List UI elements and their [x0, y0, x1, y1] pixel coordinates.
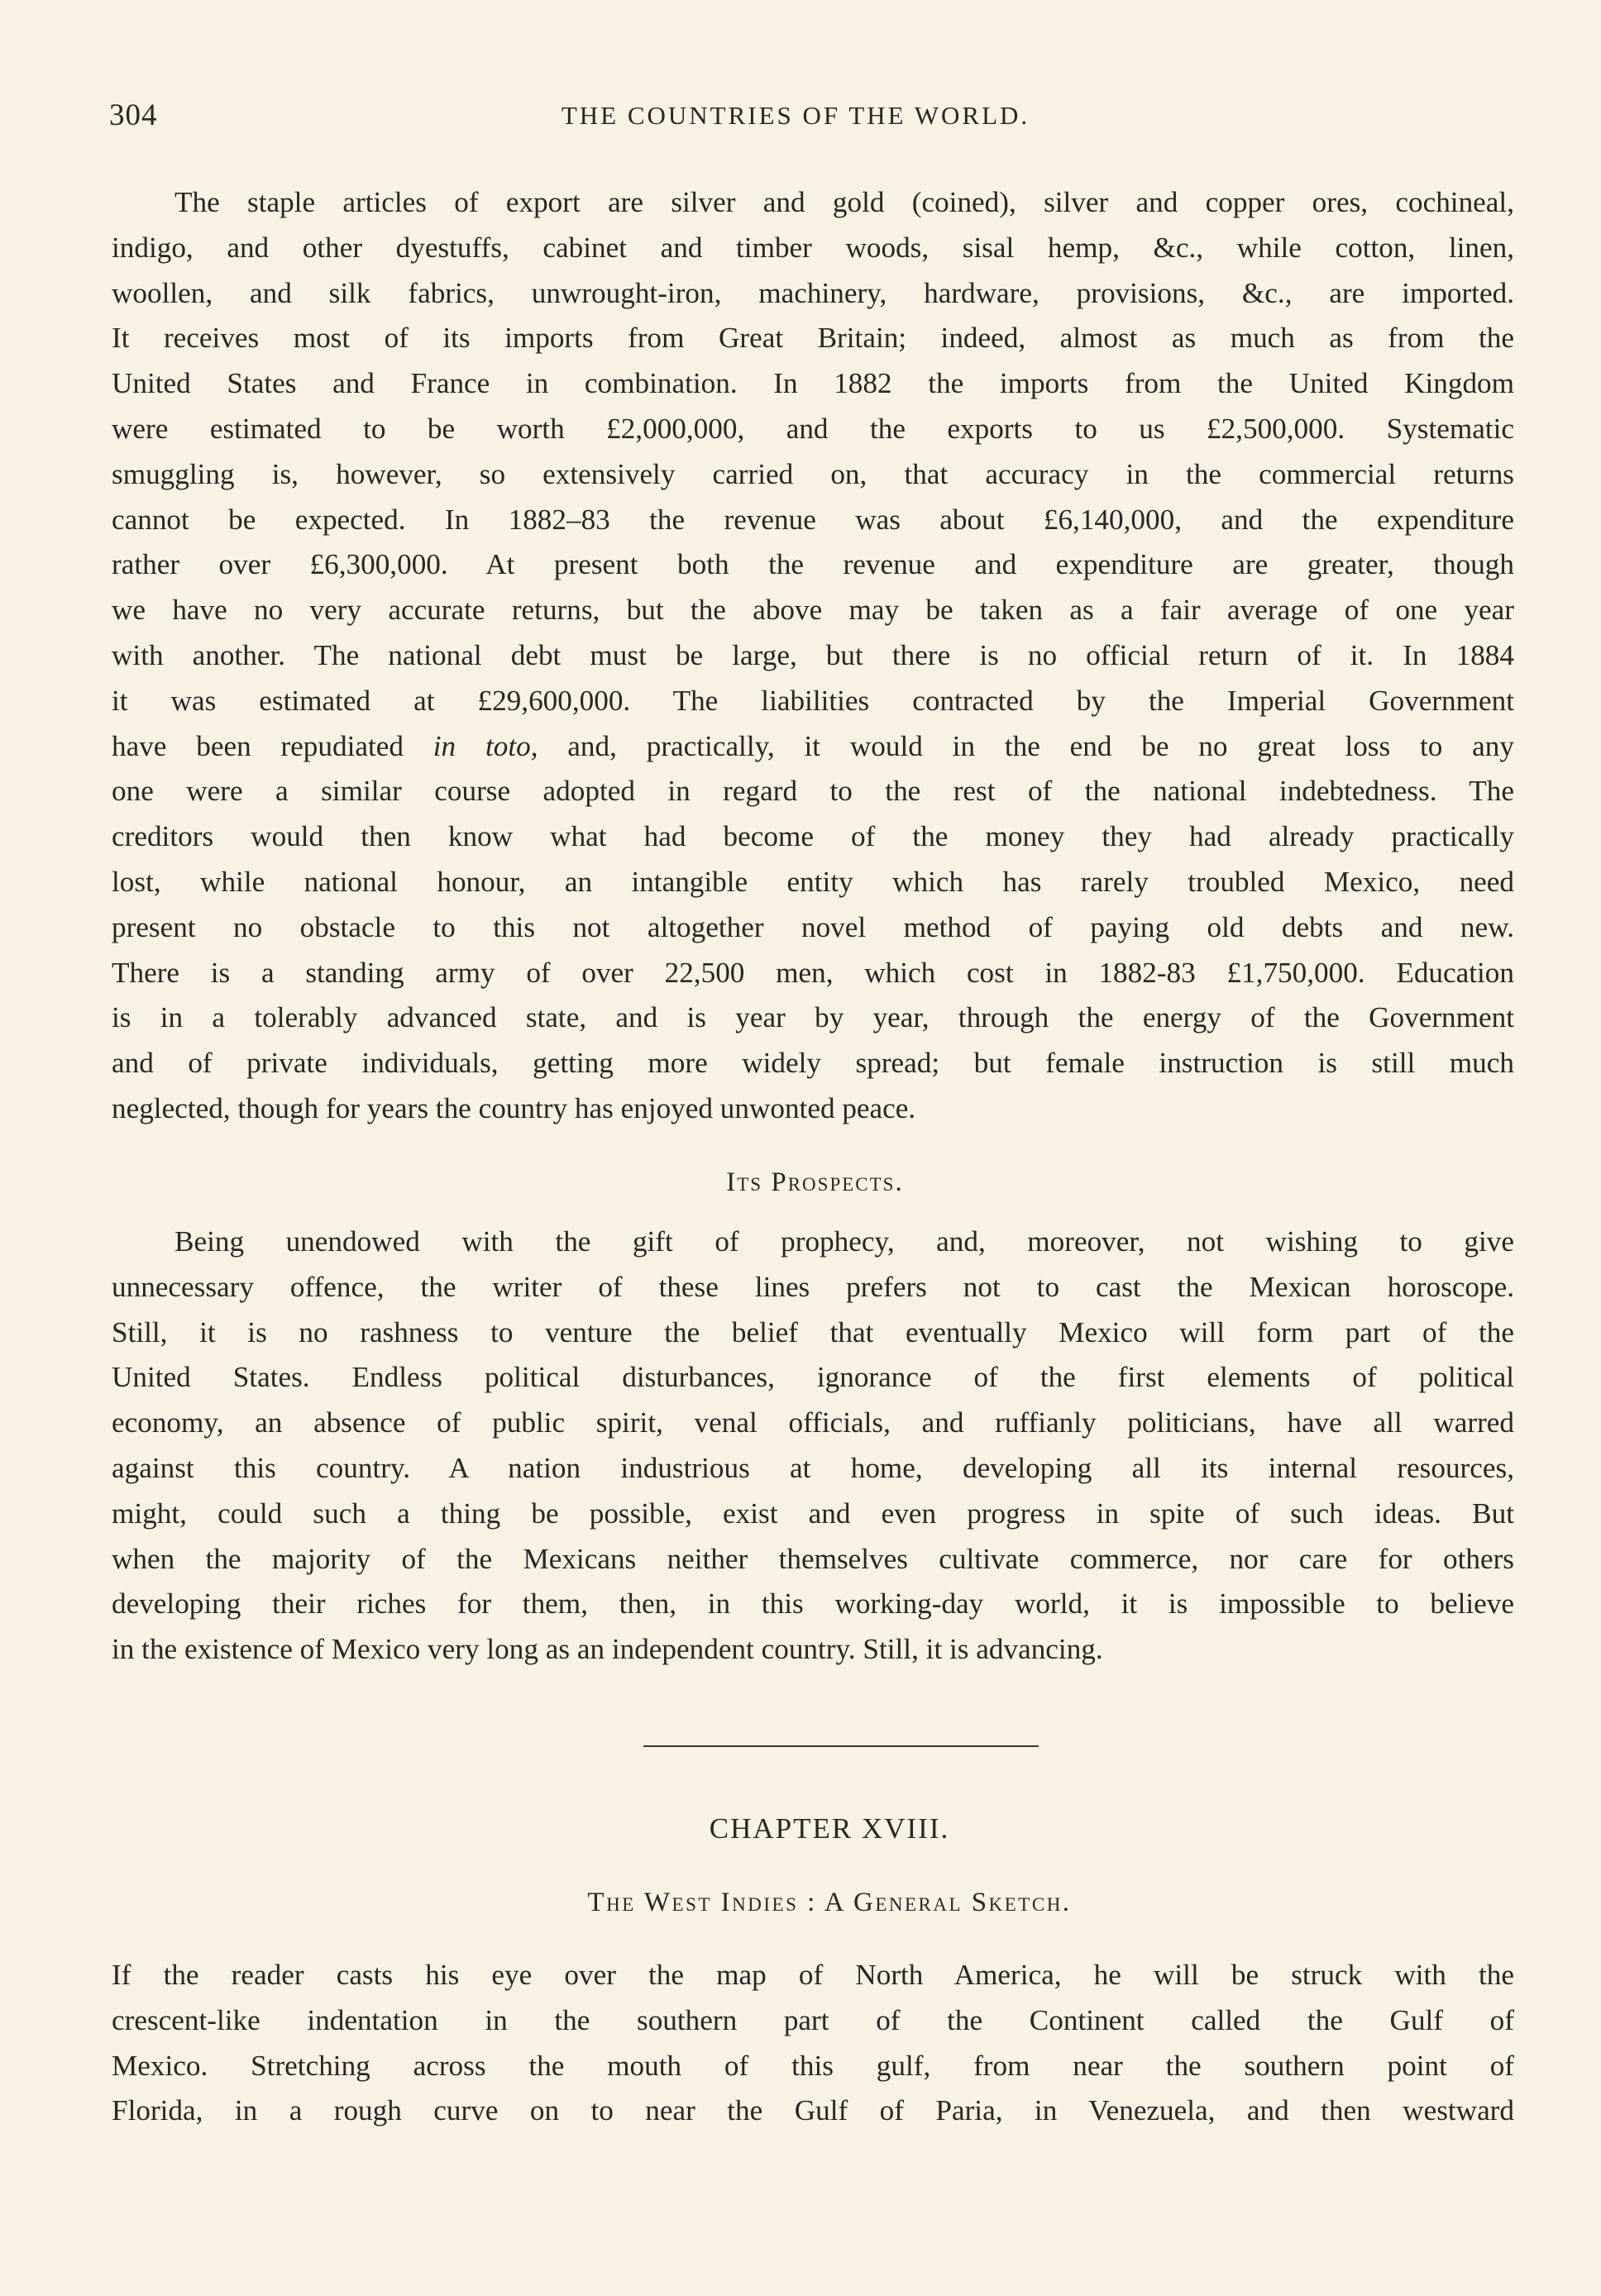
text-line: If the reader casts his eye over the map of North America, he will be struck with the — [112, 1959, 1514, 1991]
text-line: developing their riches for them, then, in this working-day world, it is impossible to believe — [112, 1587, 1514, 1621]
text-line: smuggling is, however, so extensively carried on, that accuracy in the commercial returns — [112, 457, 1514, 490]
text-line: in the existence of Mexico very long as an independent country. Still, it is advancing. — [112, 1633, 1103, 1666]
page-number: 304 — [109, 98, 158, 132]
text-line: It receives most of its imports from Great Britain; indeed, almost as much as from the — [112, 322, 1514, 355]
trade-finance-paragraph — [112, 180, 1514, 1132]
text-line: cannot be expected. In 1882–83 the revenue was about £6,140,000, and the expenditure — [112, 503, 1514, 536]
prospects-heading: Its Prospects. — [726, 1167, 904, 1197]
text-line: United States. Endless political disturbances, ignorance of the first elements of political — [112, 1361, 1514, 1394]
text-line: creditors would then know what had become of the money they had already practically — [112, 820, 1514, 853]
text-line: The staple articles of export are silver and gold (coined), silver and copper ores, cochineal, — [174, 186, 1514, 218]
text-line: crescent-like indentation in the southern part of the Continent called the Gulf of — [112, 2003, 1514, 2036]
text-line: and of private individuals, getting more widely spread; but female instruction is still much — [112, 1047, 1514, 1080]
section-divider — [643, 1745, 1039, 1747]
text-line-with-italic — [112, 724, 1514, 770]
text-line: Mexico. Stretching across the mouth of this gulf, from near the southern point of — [112, 2049, 1514, 2082]
text-line: economy, an absence of public spirit, venal officials, and ruffianly politicians, have all warred — [112, 1406, 1514, 1439]
text-fragment: have been repudiated — [112, 729, 433, 762]
text-line: when the majority of the Mexicans neither themselves cultivate commerce, nor care for others — [112, 1542, 1514, 1575]
text-line: United States and France in combination. In 1882 the imports from the United Kingdom — [112, 367, 1514, 400]
text-line: is in a tolerably advanced state, and is year by year, through the energy of the Government — [112, 1001, 1514, 1034]
text-line: Being unendowed with the gift of prophecy, and, moreover, not wishing to give — [174, 1225, 1514, 1258]
text-line: might, could such a thing be possible, exist and even progress in spite of such ideas. But — [112, 1496, 1514, 1530]
text-line: present no obstacle to this not altogether novel method of paying old debts and new. — [112, 910, 1514, 943]
text-line: were estimated to be worth £2,000,000, and the exports to us £2,500,000. Systematic — [112, 412, 1514, 445]
chapter-opening-paragraph — [112, 1953, 1514, 2134]
text-line: unnecessary offence, the writer of these lines prefers not to cast the Mexican horoscope. — [112, 1270, 1514, 1303]
text-line: lost, while national honour, an intangible entity which has rarely troubled Mexico, need — [112, 865, 1514, 898]
text-line: neglected, though for years the country has enjoyed unwonted peace. — [112, 1091, 916, 1124]
text-line: one were a similar course adopted in regard to the rest of the national indebtedness. The — [112, 775, 1514, 808]
text-line: There is a standing army of over 22,500 men, which cost in 1882-83 £1,750,000. Education — [112, 956, 1514, 989]
text-line: with another. The national debt must be large, but there is no official return of it. In 1884 — [112, 638, 1514, 671]
text-line: woollen, and silk fabrics, unwrought-iron, machinery, hardware, provisions, &c., are imported. — [112, 276, 1514, 309]
text-line: indigo, and other dyestuffs, cabinet and timber woods, sisal hemp, &c., while cotton, linen, — [112, 231, 1514, 264]
chapter-title: CHAPTER XVIII. — [709, 1812, 950, 1845]
text-line: Florida, in a rough curve on to near the Gulf of Paria, in Venezuela, and then westward — [112, 2094, 1514, 2127]
text-fragment: and, practically, it would in the end be no great loss to any — [538, 729, 1514, 762]
text-line: against this country. A nation industrious at home, developing all its internal resources, — [112, 1451, 1514, 1484]
text-line: it was estimated at £29,600,000. The liabilities contracted by the Imperial Government — [112, 684, 1514, 717]
running-head — [109, 98, 1515, 139]
chapter-subtitle: The West Indies : A General Sketch. — [587, 1888, 1072, 1917]
italic-phrase: in toto, — [433, 729, 538, 762]
text-line: Still, it is no rashness to venture the belief that eventually Mexico will form part of the — [112, 1315, 1514, 1348]
running-title: THE COUNTRIES OF THE WORLD. — [561, 101, 1030, 130]
text-line: we have no very accurate returns, but the above may be taken as a fair average of one year — [112, 594, 1514, 627]
prospects-paragraph — [112, 1220, 1514, 1673]
text-line: rather over £6,300,000. At present both the revenue and expenditure are greater, though — [112, 548, 1514, 581]
